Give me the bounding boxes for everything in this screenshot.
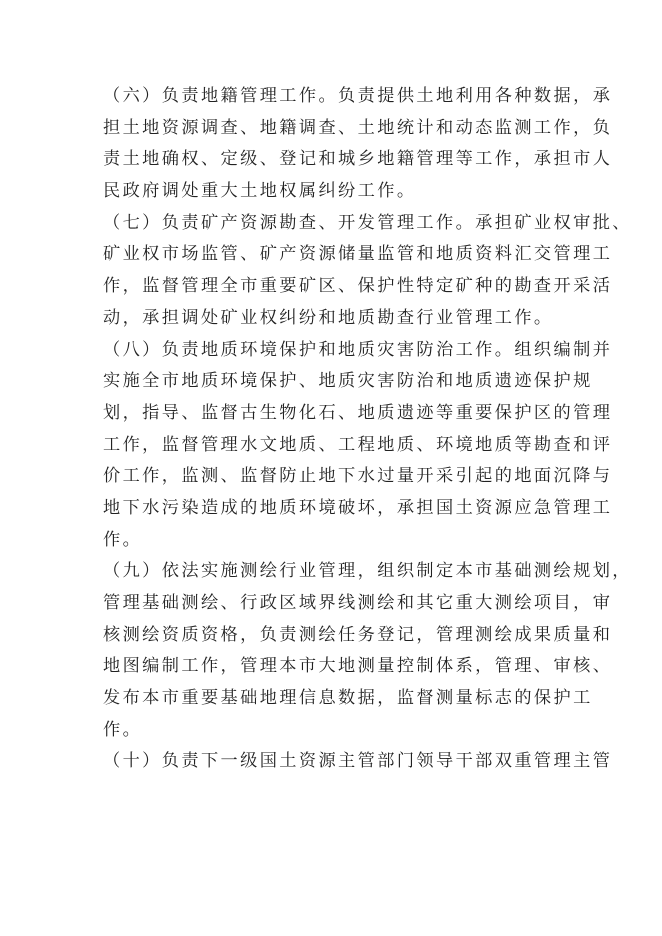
text-line: 价工作，监测、监督防止地下水过量开采引起的地面沉降与 [103,466,613,487]
paragraph-item-7 [103,208,632,335]
text-line: （八）负责地质环境保护和地质灾害防治工作。组织编制并 [103,339,613,360]
text-line: 责土地确权、定级、登记和城乡地籍管理等工作，承担市人 [103,149,613,170]
document-page [103,81,632,778]
text-line: 核测绘资质资格，负责测绘任务登记，管理测绘成果质量和 [103,624,613,645]
text-line: 发布本市重要基础地理信息数据，监督测量标志的保护工 [103,688,593,709]
text-line: 地下水污染造成的地质环境破坏，承担国土资源应急管理工 [103,497,613,518]
text-line: 管理基础测绘、行政区域界线测绘和其它重大测绘项目，审 [103,593,613,613]
text-line: 实施全市地质环境保护、地质灾害防治和地质遗迹保护规 [103,371,593,392]
text-line: 工作，监督管理水文地质、工程地质、环境地质等勘查和评 [103,434,613,455]
paragraph-item-9 [103,556,632,746]
text-line: （十）负责下一级国土资源主管部门领导干部双重管理主管 [103,751,613,772]
paragraph-item-8 [103,335,613,557]
text-line: （九）依法实施测绘行业管理，组织制定本市基础测绘规划， [103,561,632,582]
text-line: 矿业权市场监管、矿产资源储量监管和地质资料汇交管理工 [103,244,613,265]
text-line: 作。 [103,719,143,740]
text-line: 担土地资源调查、地籍调查、土地统计和动态监测工作，负 [103,117,613,138]
text-line: 地图编制工作，管理本市大地测量控制体系，管理、审核、 [103,656,613,677]
paragraph-item-10 [103,746,613,778]
text-line: 作，监督管理全市重要矿区、保护性特定矿种的勘查开采活 [103,276,613,297]
text-line: 划，指导、监督古生物化石、地质遗迹等重要保护区的管理 [103,402,613,423]
text-line: （六）负责地籍管理工作。负责提供土地利用各种数据，承 [103,86,613,106]
text-line: （七）负责矿产资源勘查、开发管理工作。承担矿业权审批、 [103,212,632,233]
text-line: 民政府调处重大土地权属纠纷工作。 [103,181,417,202]
text-line: 动，承担调处矿业权纠纷和地质勘查行业管理工作。 [103,307,554,328]
text-line: 作。 [103,529,143,550]
paragraph-item-6 [103,81,613,208]
